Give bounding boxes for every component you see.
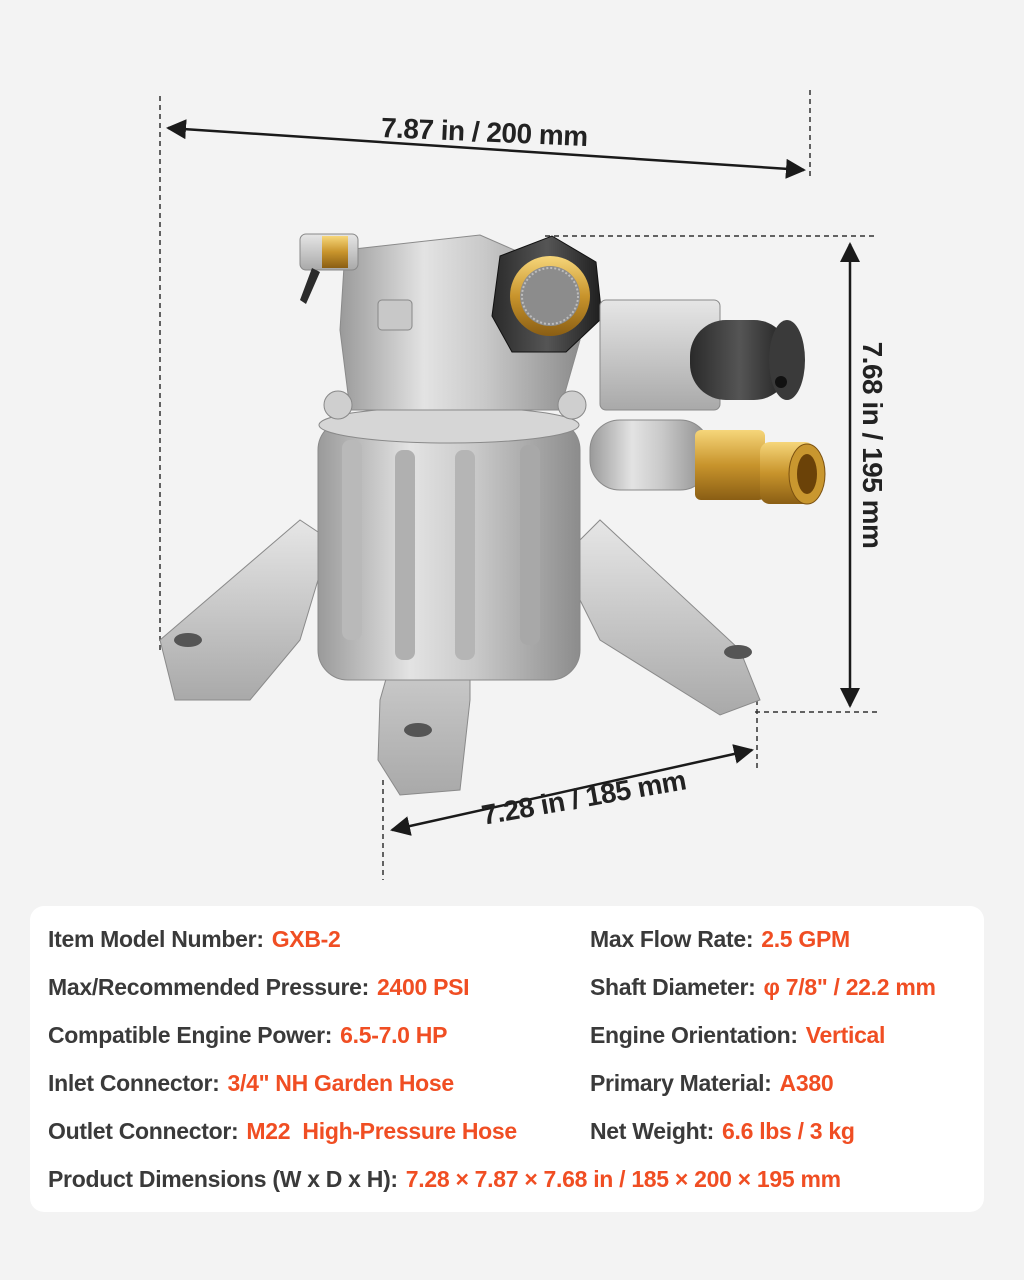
spec-key: Max/Recommended Pressure: [48,974,370,1000]
spec-key: Primary Material: [590,1070,772,1096]
spec-value: 7.28 × 7.87 × 7.68 in / 185 × 200 × 195 mm [405,1166,841,1192]
spec-key: Max Flow Rate: [590,926,754,952]
spec-key: Outlet Connector: [48,1118,239,1144]
spec-model-number [48,926,340,953]
spec-value: 2.5 GPM [761,926,850,952]
spec-outlet-connector [48,1118,517,1145]
spec-engine-orientation [590,1022,885,1049]
spec-inlet-connector [48,1070,454,1097]
spec-value: 3/4" NH Garden Hose [227,1070,454,1096]
spec-value: Vertical [805,1022,886,1048]
spec-value: 6.6 lbs / 3 kg [722,1118,855,1144]
spec-key: Compatible Engine Power: [48,1022,333,1048]
height-dimension-label: 7.68 in / 195 mm [857,341,888,549]
spec-key: Engine Orientation: [590,1022,798,1048]
spec-product-dimensions [48,1166,841,1193]
spec-key: Product Dimensions (W x D x H): [48,1166,398,1192]
spec-engine-power [48,1022,447,1049]
spec-value: M22 High-Pressure Hose [246,1118,517,1144]
depth-dimension-label: 7.28 in / 185 mm [479,764,689,831]
spec-key: Shaft Diameter: [590,974,756,1000]
spec-flow-rate [590,926,850,953]
spec-key: Inlet Connector: [48,1070,220,1096]
spec-pressure [48,974,469,1001]
spec-value: 2400 PSI [377,974,470,1000]
spec-value: φ 7/8" / 22.2 mm [763,974,936,1000]
pump-body [160,234,825,795]
spec-value: A380 [779,1070,834,1096]
spec-card [30,906,984,1212]
spec-value: 6.5-7.0 HP [340,1022,448,1048]
spec-shaft-diameter [590,974,936,1001]
width-dimension-label: 7.87 in / 200 mm [380,112,589,153]
spec-value: GXB-2 [271,926,341,952]
spec-primary-material [590,1070,833,1097]
spec-net-weight [590,1118,855,1145]
spec-key: Net Weight: [590,1118,715,1144]
spec-key: Item Model Number: [48,926,264,952]
